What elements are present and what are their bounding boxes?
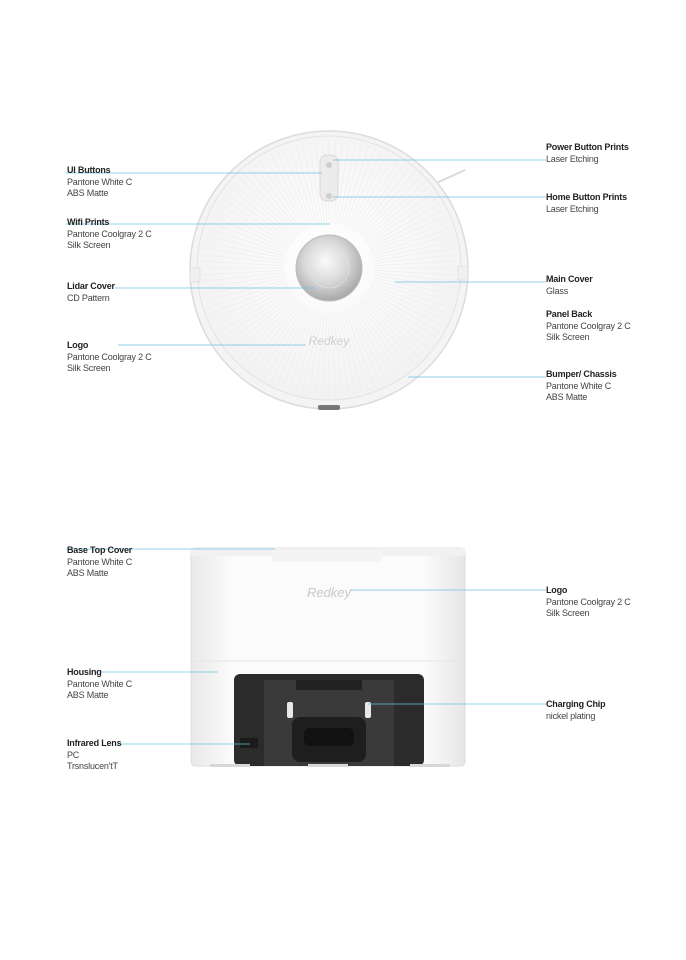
callout-charging-chip: Charging Chip nickel plating <box>546 699 606 721</box>
base-logo: Redkey <box>306 585 352 600</box>
callout-power-button-prints: Power Button Prints Laser Etching <box>546 142 629 164</box>
callout-home-button-prints: Home Button Prints Laser Etching <box>546 192 627 214</box>
charging-chip-left <box>287 702 293 718</box>
callout-housing: Housing Pantone White C ABS Matte <box>67 667 133 700</box>
callout-panel-back: Panel Back Pantone Coolgray 2 C Silk Screen <box>546 309 631 342</box>
callout-bumper-chassis: Bumper/ Chassis Pantone White C ABS Matte <box>546 369 617 402</box>
callout-lidar-cover: Lidar Cover CD Pattern <box>67 281 115 303</box>
infrared-lens <box>240 738 258 748</box>
power-button-icon <box>326 162 332 168</box>
callout-ui-buttons: UI Buttons Pantone White C ABS Matte <box>67 165 133 198</box>
callout-robot-logo: Logo Pantone Coolgray 2 C Silk Screen <box>67 340 152 373</box>
home-button-icon <box>326 193 332 199</box>
callout-main-cover: Main Cover Glass <box>546 274 593 296</box>
callout-base-logo: Logo Pantone Coolgray 2 C Silk Screen <box>546 585 631 618</box>
callout-base-top-cover: Base Top Cover Pantone White C ABS Matte <box>67 545 133 578</box>
charging-chip-right <box>365 702 371 718</box>
robot-logo: Redkey <box>308 334 350 348</box>
base-station <box>191 548 465 767</box>
lidar-cover <box>296 235 362 301</box>
callout-infrared-lens: Infrared Lens PC Trsnslucen'tT <box>67 738 122 771</box>
callout-wifi-prints: Wifi Prints Pantone Coolgray 2 C Silk Screen <box>67 217 152 250</box>
robot-front-sensor <box>318 405 340 410</box>
